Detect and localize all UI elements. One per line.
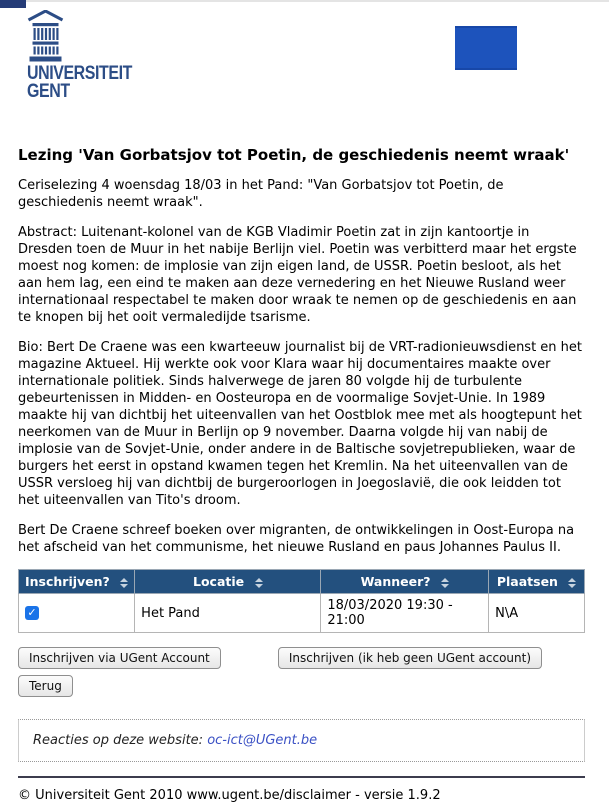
sort-icon (120, 578, 128, 588)
inschrijven-checkbox[interactable] (25, 606, 39, 620)
corner-accent-bar (0, 0, 26, 8)
action-buttons (18, 647, 585, 697)
cell-locatie: Het Pand (135, 594, 321, 633)
sessions-table (18, 569, 585, 633)
column-header-wanneer[interactable] (321, 570, 489, 594)
signup-ugent-button[interactable]: Inschrijven via UGent Account (18, 647, 221, 669)
ugent-temple-icon (27, 10, 152, 62)
footer-divider (18, 776, 585, 778)
books-paragraph: Bert De Craene schreef boeken over migranten, de ontwikkelingen in Oost-Europa na het afscheid van het communisme, het nieuwe Rusland en paus Johannes Paulus II. (18, 523, 575, 555)
logo-text-universiteit: UNIVERSITEIT (27, 63, 132, 84)
column-header-label: Locatie (193, 574, 245, 589)
table-row (19, 594, 585, 633)
cell-wanneer: 18/03/2020 19:30 - 21:00 (321, 594, 489, 633)
sort-icon (441, 578, 449, 588)
back-button-row (18, 675, 585, 697)
signup-button-row (18, 647, 585, 669)
signup-no-account-button[interactable]: Inschrijven (ik heb geen UGent account) (278, 647, 542, 669)
column-header-inschrijven[interactable] (19, 570, 135, 594)
cell-inschrijven (19, 594, 135, 633)
bio-paragraph: Bio: Bert De Craene was een kwarteeuw journalist bij de VRT-radionieuwsdienst en het magazine Aktueel. Hij werkte ook voor Klara waar hij documentaires maakte over internationale politiek. Sinds halverwege de jaren 80 volgde hij de turbulente gebeurtenissen in Midden- en Oosteuropa en de voormalige Sovjet-Unie. In 1989 maakte hij van dichtbij het uiteenvallen van het Oostblok mee met als hoogtepunt het neerkomen van de Muur in Berlijn op 9 november. Daarna volgde hij van nabij de implosie van de Sovjet-Unie, onder andere in de Baltische sovjetrepublieken, waar de burgers het eerst in opstand kwamen tegen het Kremlin. Na het uiteenvallen van de USSR versloeg hij van dichtbij de burgeroorlogen in Joegoslavië, die ook leidden tot het uiteenvallen van Tito's droom. (18, 340, 583, 508)
abstract-paragraph: Abstract: Luitenant-kolonel van de KGB Vladimir Poetin zat in zijn kantoortje in Dresden toen de Muur in het nabije Berlijn viel. Poetin was verbitterd maar het ergste moest nog komen: de implosie van zijn eigen land, de USSR. Poetin besloot, als het aan hem lag, een eind te maken aan deze vernedering en het Nieuwe Rusland weer internationaal respectabel te maken door wraak te nemen op de geschiedenis en aan te knopen bij het ooit vermaledijde tsarisme. (18, 225, 577, 325)
banner-image (455, 26, 517, 70)
column-header-label: Plaatsen (496, 574, 558, 589)
column-header-label: Inschrijven? (25, 574, 110, 589)
feedback-email-link[interactable]: oc-ict@UGent.be (207, 733, 318, 748)
ugent-logo (27, 10, 152, 101)
logo-text-gent: GENT (27, 81, 70, 102)
sort-icon (255, 578, 263, 588)
table-header-row (19, 570, 585, 594)
column-header-plaatsen[interactable] (489, 570, 585, 594)
column-header-locatie[interactable] (135, 570, 321, 594)
intro-paragraph: Ceriselezing 4 woensdag 18/03 in het Pand: "Van Gorbatsjov tot Poetin, de geschiedenis neemt wraak". (18, 178, 504, 210)
footer-copyright: © Universiteit Gent 2010 www.ugent.be/disclaimer - versie 1.9.2 (18, 788, 441, 803)
sort-icon (568, 578, 576, 588)
check-icon: ✓ (27, 606, 37, 619)
cell-plaatsen: N\A (489, 594, 585, 633)
feedback-box (18, 719, 585, 762)
window-top-edge (0, 0, 609, 2)
feedback-label: Reacties op deze website: (33, 733, 208, 748)
column-header-label: Wanneer? (360, 574, 431, 589)
main-content (18, 146, 585, 803)
back-button[interactable]: Terug (18, 675, 73, 697)
page-title: Lezing 'Van Gorbatsjov tot Poetin, de geschiedenis neemt wraak' (18, 146, 570, 164)
